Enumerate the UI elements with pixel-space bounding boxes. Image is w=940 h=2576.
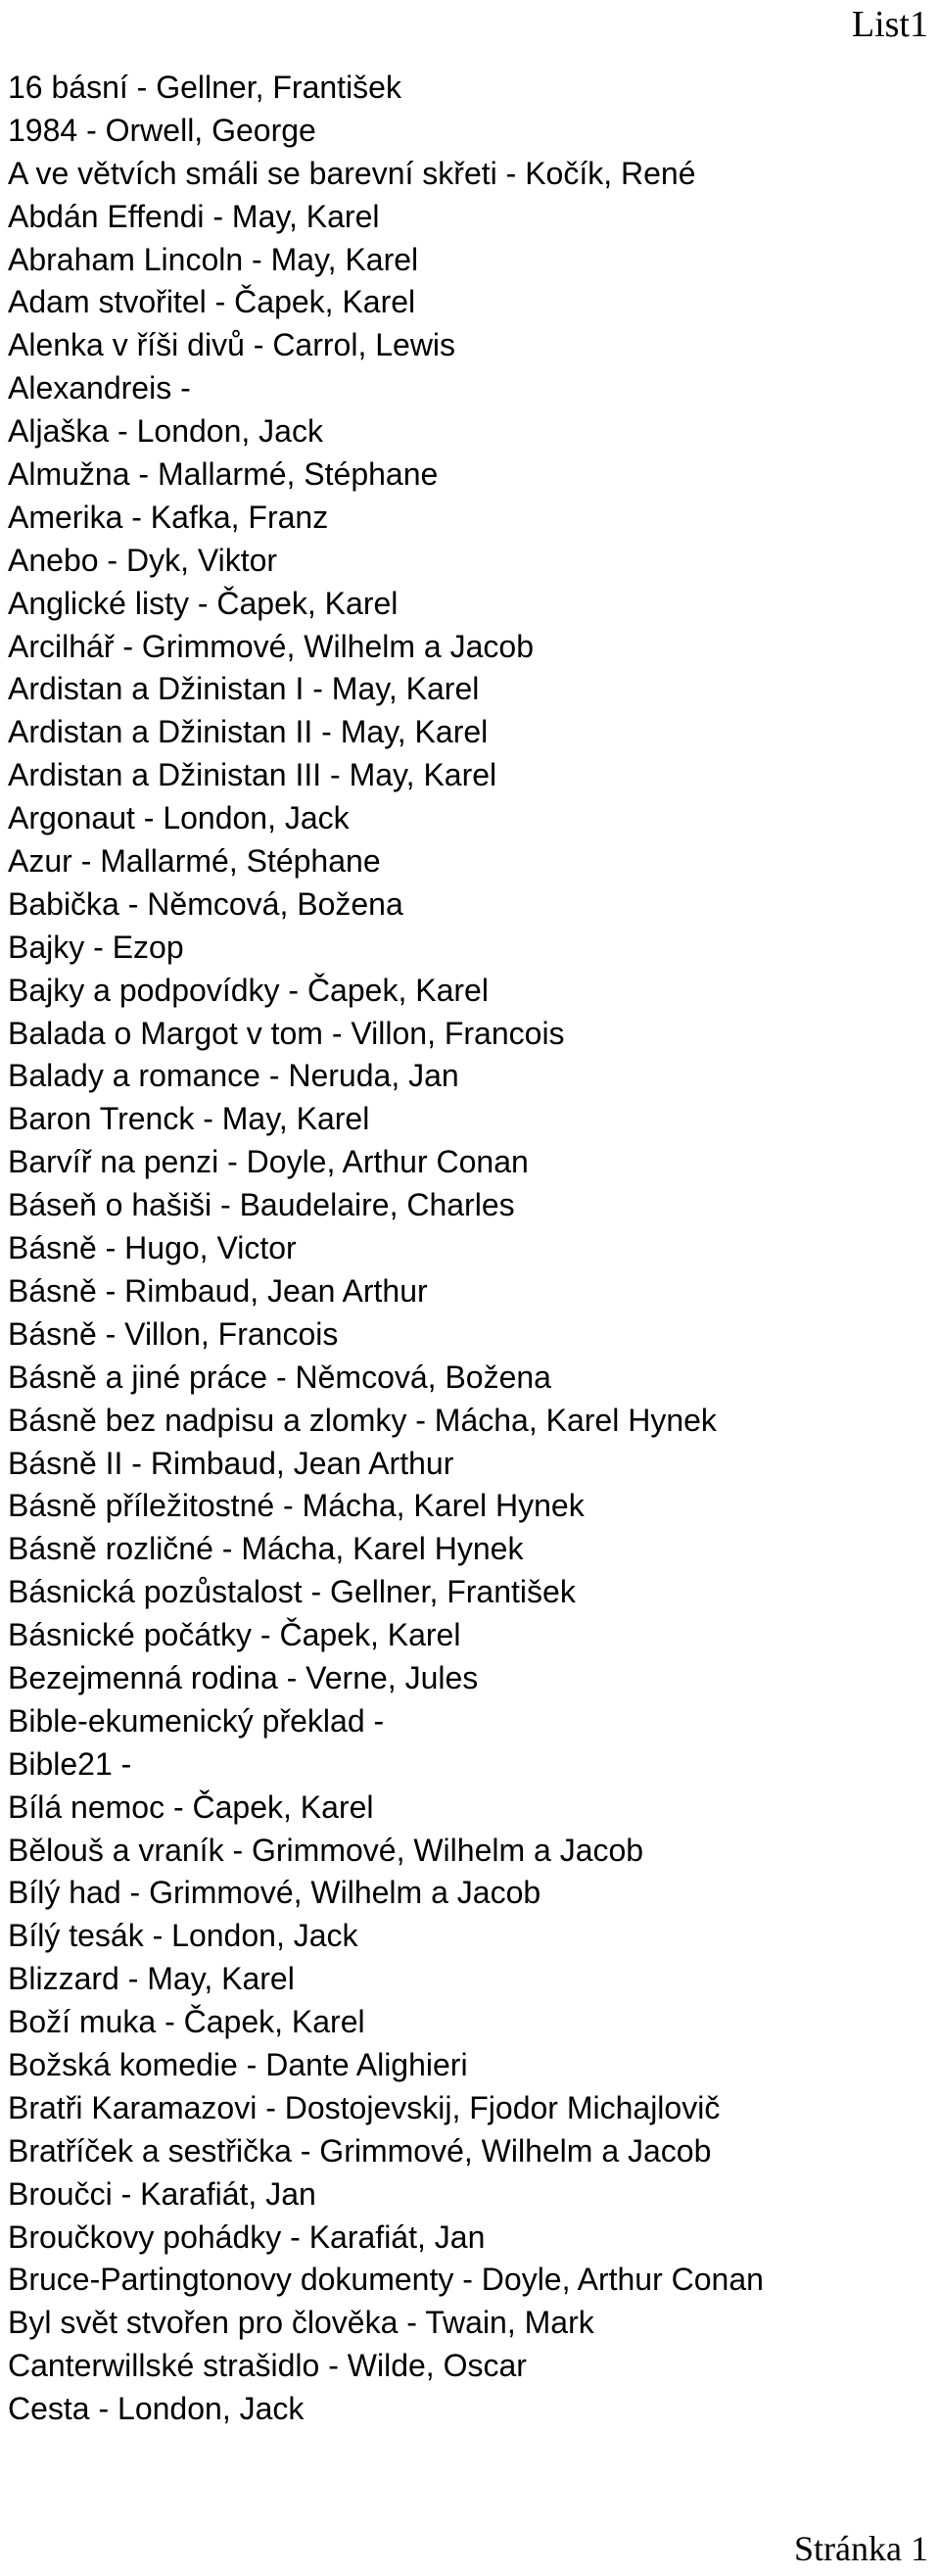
list-item: Alenka v říši divů - Carrol, Lewis	[8, 327, 456, 363]
list-item: Básně příležitostné - Mácha, Karel Hynek	[8, 1488, 585, 1524]
list-item: Bajky a podpovídky - Čapek, Karel	[8, 972, 489, 1008]
list-item: Balada o Margot v tom - Villon, Francois	[8, 1015, 565, 1051]
list-item: Blizzard - May, Karel	[8, 1961, 295, 1997]
list-item: Abraham Lincoln - May, Karel	[8, 241, 419, 277]
list-item: Anglické listy - Čapek, Karel	[8, 585, 399, 621]
list-item: Bílý had - Grimmové, Wilhelm a Jacob	[8, 1875, 541, 1911]
list-item: Bajky - Ezop	[8, 929, 184, 965]
list-item: 1984 - Orwell, George	[8, 112, 316, 148]
list-item: Bílý tesák - London, Jack	[8, 1918, 358, 1954]
list-item: Adam stvořitel - Čapek, Karel	[8, 284, 416, 320]
sheet-title: List1	[851, 4, 928, 45]
list-item: Básně II - Rimbaud, Jean Arthur	[8, 1445, 454, 1481]
list-item: Básně rozličné - Mácha, Karel Hynek	[8, 1531, 524, 1567]
list-item: Almužna - Mallarmé, Stéphane	[8, 456, 439, 493]
list-item: Ardistan a Džinistan I - May, Karel	[8, 671, 480, 707]
list-item: Broučci - Karafiát, Jan	[8, 2175, 316, 2212]
list-item: Babička - Němcová, Božena	[8, 885, 403, 922]
list-item: Božská komedie - Dante Alighieri	[8, 2046, 468, 2082]
book-list	[8, 67, 928, 2431]
list-item: Byl svět stvořen pro člověka - Twain, Mark	[8, 2305, 594, 2341]
list-item: Argonaut - London, Jack	[8, 800, 350, 836]
list-item: Ardistan a Džinistan II - May, Karel	[8, 714, 489, 750]
list-item: Bratři Karamazovi - Dostojevskij, Fjodor Michajlovič	[8, 2089, 721, 2125]
list-item: Bible21 -	[8, 1745, 132, 1782]
list-item: Básně bez nadpisu a zlomky - Mácha, Karel Hynek	[8, 1402, 717, 1438]
list-item: Anebo - Dyk, Viktor	[8, 542, 278, 578]
list-item: Bratříček a sestřička - Grimmové, Wilhelm a Jacob	[8, 2132, 712, 2169]
list-item: Balady a romance - Neruda, Jan	[8, 1058, 459, 1094]
list-item: Amerika - Kafka, Franz	[8, 499, 329, 535]
list-item: Abdán Effendi - May, Karel	[8, 198, 380, 234]
list-item: Ardistan a Džinistan III - May, Karel	[8, 757, 497, 793]
list-item: Básně - Rimbaud, Jean Arthur	[8, 1272, 428, 1309]
list-item: Básně a jiné práce - Němcová, Božena	[8, 1359, 551, 1395]
list-item: Azur - Mallarmé, Stéphane	[8, 843, 381, 880]
list-item: Cesta - London, Jack	[8, 2391, 305, 2427]
list-item: Básnická pozůstalost - Gellner, František	[8, 1574, 576, 1610]
list-item: Báseň o hašiši - Baudelaire, Charles	[8, 1187, 515, 1223]
list-item: Básně - Villon, Francois	[8, 1315, 339, 1352]
list-item: Canterwillské strašidlo - Wilde, Oscar	[8, 2348, 527, 2384]
list-item: Broučkovy pohádky - Karafiát, Jan	[8, 2218, 486, 2255]
list-item: Boží muka - Čapek, Karel	[8, 2004, 365, 2040]
list-item: Barvíř na penzi - Doyle, Arthur Conan	[8, 1144, 529, 1180]
list-item: Bělouš a vraník - Grimmové, Wilhelm a Jacob	[8, 1832, 644, 1868]
list-item: Aljaška - London, Jack	[8, 413, 323, 450]
list-item: Bruce-Partingtonovy dokumenty - Doyle, Arthur Conan	[8, 2262, 764, 2298]
list-item: Básnické počátky - Čapek, Karel	[8, 1617, 461, 1653]
list-item: Bílá nemoc - Čapek, Karel	[8, 1789, 374, 1825]
list-item: Baron Trenck - May, Karel	[8, 1101, 370, 1137]
list-item: Arcilhář - Grimmové, Wilhelm a Jacob	[8, 628, 534, 664]
list-item: Básně - Hugo, Victor	[8, 1230, 297, 1266]
list-item: Alexandreis -	[8, 370, 191, 406]
page-footer: Stránka 1	[794, 2529, 928, 2568]
list-item: 16 básní - Gellner, František	[8, 70, 401, 105]
list-item: A ve větvích smáli se barevní skřeti - Kočík, René	[8, 155, 696, 191]
list-item: Bezejmenná rodina - Verne, Jules	[8, 1659, 479, 1695]
list-item: Bible-ekumenický překlad -	[8, 1702, 385, 1739]
